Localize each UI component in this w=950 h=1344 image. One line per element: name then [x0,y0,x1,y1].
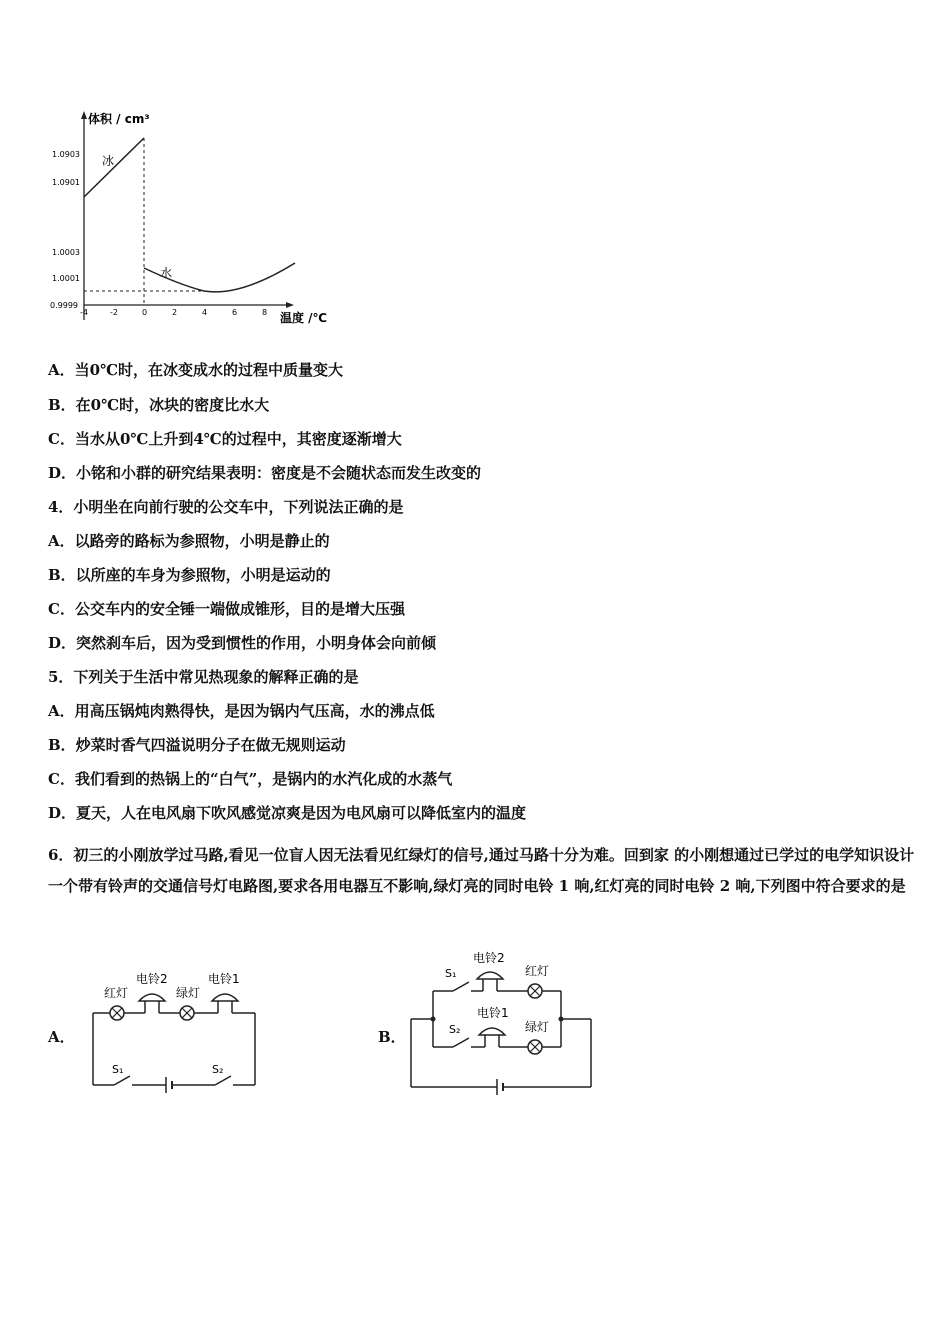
q5-stem: 5．下列关于生活中常见热现象的解释正确的是 [48,668,359,686]
circuit-diagram-a [90,965,270,1095]
green-light-label: 绿灯 [176,986,201,1000]
x-tick-label: 6 [232,308,238,317]
y-axis-label: 体积 / cm³ [88,112,150,126]
q4-option-a: A．以路旁的路标为参照物，小明是静止的 [48,532,330,550]
x-tick-label: 4 [202,308,208,317]
x-tick-label: -2 [110,308,118,317]
bell1-symbol [212,994,238,1001]
volume-temperature-graph [40,105,350,330]
y-axis-arrow [81,111,87,119]
q4-option-b: B．以所座的车身为参照物，小明是运动的 [48,566,331,584]
ice-label: 冰 [102,154,115,168]
s1-label: S₁ [445,967,457,980]
x-axis-label: 温度 /℃ [280,311,328,325]
s2-label: S₂ [449,1023,461,1036]
s2-label: S₂ [212,1063,224,1076]
y-tick-label: 0.9999 [50,301,78,310]
q3-option-b: B．在0℃时，冰块的密度比水大 [48,396,270,414]
q5-option-d: D．夏天，人在电风扇下吹风感觉凉爽是因为电风扇可以降低室内的温度 [48,804,527,822]
q3-option-d: D．小铭和小群的研究结果表明：密度是不会随状态而发生改变的 [48,464,482,482]
bell2-symbol [477,972,503,979]
x-tick-label: 2 [172,308,178,317]
x-tick-label: -4 [80,308,88,317]
q4-option-d: D．突然刹车后，因为受到惯性的作用，小明身体会向前倾 [48,634,437,652]
bell2-symbol [139,994,165,1001]
q6-option-b-label: B． [378,1028,406,1046]
y-tick-label: 1.0001 [52,274,80,283]
x-axis-arrow [286,302,294,308]
q5-option-b: B．炒菜时香气四溢说明分子在做无规则运动 [48,736,346,754]
bell2-label: 电铃2 [473,951,505,965]
y-tick-label: 1.0903 [52,150,80,159]
bell2-label: 电铃2 [136,972,168,986]
s1-label: S₁ [112,1063,124,1076]
red-light-label: 红灯 [104,986,129,1000]
q4-option-c: C．公交车内的安全锤一端做成锥形，目的是增大压强 [48,600,405,618]
q3-option-c: C．当水从0℃上升到4℃的过程中，其密度逐渐增大 [48,430,402,448]
switch-s1 [114,1076,130,1085]
y-tick-label: 1.0003 [52,248,80,257]
q6-stem: 6．初三的小刚放学过马路,看见一位盲人因无法看见红绿灯的信号,通过马路十分为难。回到家 的小刚想通过已学过的电学知识设计一个带有铃声的交通信号灯电路图,要求各用电器互不影响,绿灯亮的同时电铃 1 响,红灯亮的同时电铃 2 响,下列图中符合要求的是 [48,846,915,895]
switch-s1 [453,982,469,991]
green-light-label: 绿灯 [525,1020,550,1034]
y-tick-label: 1.0901 [52,178,80,187]
red-light-label: 红灯 [525,964,550,978]
q5-option-a: A．用高压锅炖肉熟得快，是因为锅内气压高，水的沸点低 [48,702,435,720]
x-tick-label: 8 [262,308,268,317]
q3-option-a: A．当0℃时，在冰变成水的过程中质量变大 [48,361,344,379]
water-label: 水 [160,266,173,280]
switch-s2 [215,1076,231,1085]
circuit-diagram-b [405,947,605,1095]
q5-option-c: C．我们看到的热锅上的“白气”，是锅内的水汽化成的水蒸气 [48,770,453,788]
bell1-label: 电铃1 [477,1006,509,1020]
bell1-label: 电铃1 [208,972,240,986]
switch-s2 [453,1038,469,1047]
q6-option-a-label: A． [48,1028,75,1046]
q4-stem: 4．小明坐在向前行驶的公交车中，下列说法正确的是 [48,498,404,516]
bell1-symbol [479,1028,505,1035]
x-tick-label: 0 [142,308,148,317]
